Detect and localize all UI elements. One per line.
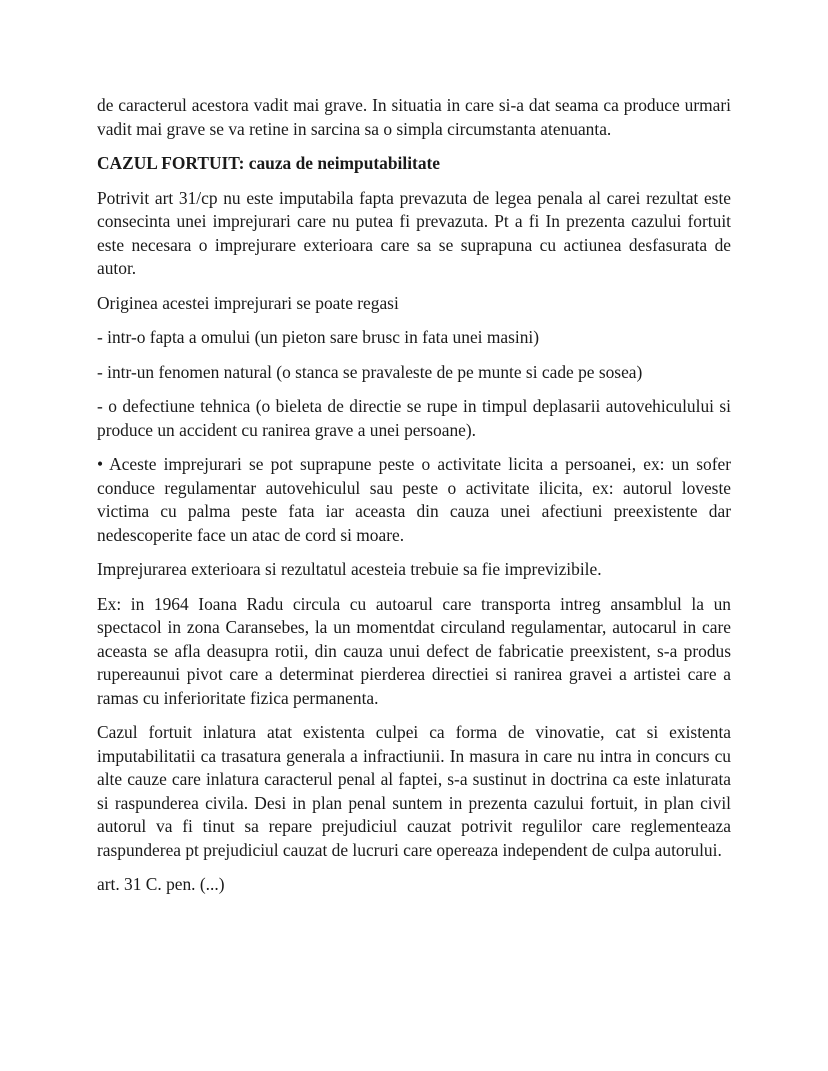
unforeseeable-paragraph: Imprejurarea exterioara si rezultatul acesteia trebuie sa fie imprevizibile. (97, 559, 602, 579)
bullet-paragraph-text: Aceste imprejurari se pot suprapune peste o activitate licita a persoanei, ex: un sofer conduce regulamentar autovehiculul sau peste o activitate ilicita, ex: autorul loveste victima cu palma peste fata iar aceasta din cauza unei afectiuni preexistente dar nedescoperite face un atac de cord si moare. (97, 454, 731, 545)
example-paragraph: Ex: in 1964 Ioana Radu circula cu autoarul care transporta intreg ansamblul la un spectacol in zona Caransebes, la un momentdat circuland regulamentar, autocarul in care aceasta se afla deasupra rotii, din cauza unui defect de fabricatie preexistent, s-a produs rupereaunui pivot care a determinat pierderea directiei si ranirea gravei a artistei care a ramas cu inferioritate fizica permanenta. (97, 593, 731, 708)
section-heading: CAZUL FORTUIT: cauza de neimputabilitate (97, 153, 441, 173)
effects-paragraph: Cazul fortuit inlatura atat existenta culpei ca forma de vinovatie, cat si existenta imputabilitatii ca trasatura generala a infractiunii. In masura in care nu intra in concurs cu alte cauze care inlatura caracterul penal al faptei, s-a sustinut in doctrina ca este inlaturata si raspunderea civila. Desi in plan penal suntem in prezenta cazului fortuit, in plan civil autorul va fi tinut sa repare prejudiciul cauzat potrivit regulilor care reglementeaza raspunderea pt prejudiciul cauzat de lucruri care opereaza independent de culpa autorului. (97, 722, 731, 860)
intro-paragraph: de caracterul acestora vadit mai grave. In situatia in care si-a dat seama ca produce urmari vadit mai grave se va retine in sarcina sa o simpla circumstanta atenuanta. (97, 95, 731, 139)
bullet-paragraph (97, 453, 731, 547)
definition-paragraph: Potrivit art 31/cp nu este imputabila fapta prevazuta de legea penala al carei rezultat este consecinta unei imprejurari care nu putea fi prevazuta. Pt a fi In prezenta cazului fortuit este necesara o imprejurare exterioara care sa se suprapuna cu actiunea desfasurata de autor. (97, 187, 731, 278)
origin-item-human: - intr-o fapta a omului (un pieton sare brusc in fata unei masini) (97, 327, 540, 347)
origin-item-natural: - intr-un fenomen natural (o stanca se pravaleste de pe munte si cade pe sosea) (97, 361, 643, 382)
document-page (97, 94, 731, 908)
origin-item-technical: - o defectiune tehnica (o bieleta de directie se rupe in timpul deplasarii autovehiculului si produce un accident cu ranirea grave a unei persoane). (97, 396, 731, 440)
reference-line: art. 31 C. pen. (...) (97, 874, 225, 894)
bullet-icon: • (97, 454, 104, 474)
origin-intro: Originea acestei imprejurari se poate regasi (97, 292, 399, 313)
